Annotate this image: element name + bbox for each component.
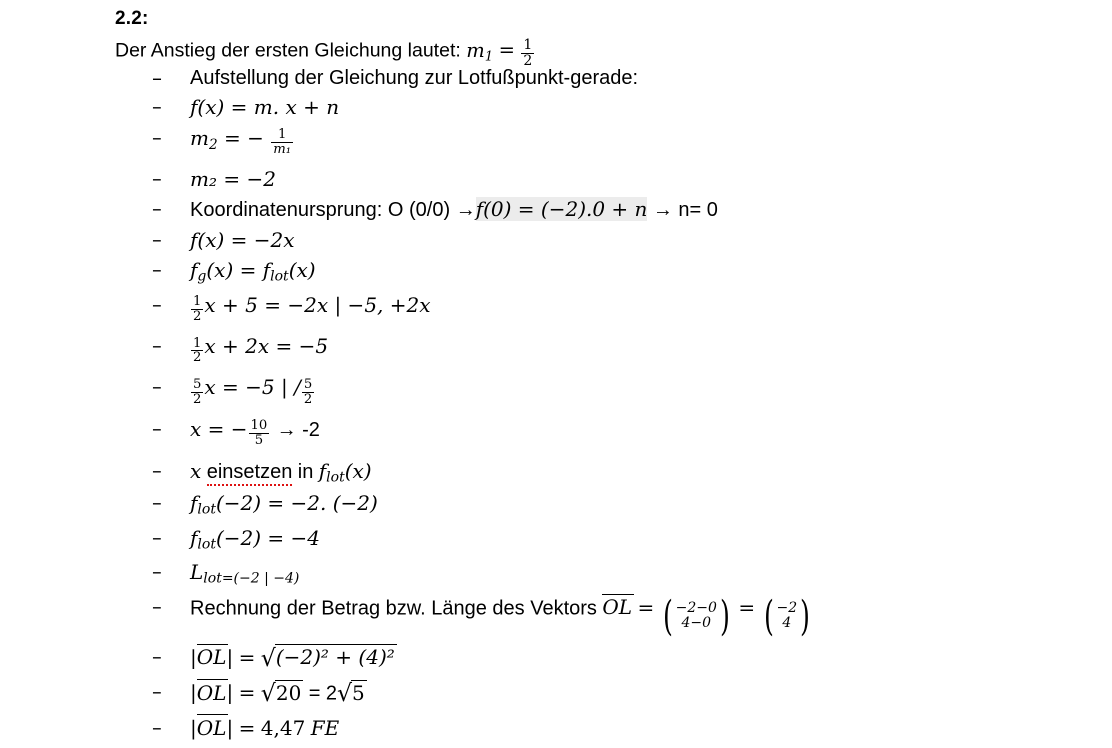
- bullet-dash: –: [152, 680, 162, 704]
- vector-OL: OL: [196, 715, 227, 740]
- m2-fraction: $\frac{1}{\text{m₁}}$: [273, 127, 292, 157]
- item-L-lot-math: Llot=(−2 | −4): [190, 560, 300, 587]
- list-item: [140, 227, 1100, 252]
- item-fg-flot-math: fg(x) = flot(x): [190, 258, 316, 285]
- steps-list: [140, 68, 1100, 748]
- item-fx-minus2x-math: f(x) = −2x: [190, 227, 295, 252]
- sqrt-20: √20: [260, 679, 302, 708]
- bullet-dash: –: [152, 560, 162, 584]
- bullet-dash: –: [152, 491, 162, 515]
- item-flot-calc-math: flot(−2) = −2. (−2): [190, 491, 378, 518]
- item-x-result-value: -2: [302, 418, 320, 441]
- item-rechnung-eq1: =: [637, 595, 655, 620]
- list-item: [140, 97, 1100, 119]
- intro-variable: $m_1$: [466, 38, 494, 65]
- bullet-dash: –: [152, 334, 162, 357]
- intro-text: Der Anstieg der ersten Gleichung lautet:: [115, 39, 461, 62]
- item-x-einsetzen-mid: in: [297, 460, 314, 483]
- intro-equals: =: [498, 38, 515, 62]
- item-x-result-math: x = − $\frac{10}{5}$: [190, 416, 268, 448]
- bullet-dash: –: [152, 594, 162, 618]
- bullet-dash: –: [152, 227, 162, 251]
- bullet-dash: –: [152, 644, 162, 668]
- item-rechnung-eq2: =: [738, 595, 756, 620]
- list-item: [140, 591, 1100, 640]
- list-item: [140, 292, 1100, 325]
- item-betrag-final-value: 4,47: [260, 715, 306, 740]
- column-vector-1: ( −2−0 4−0 ): [662, 591, 730, 640]
- bullet-dash: –: [152, 166, 162, 190]
- bullet-dash: –: [152, 458, 162, 482]
- item-betrag-final-unit: FE: [310, 715, 340, 740]
- half-fraction: $\frac{1}{2}$: [193, 335, 202, 366]
- item-betrag-sqrt-eq: =: [238, 645, 256, 670]
- list-item: [140, 715, 1100, 740]
- ten-fifth-fraction: $\frac{10}{5}$: [250, 418, 268, 448]
- item-m2-frac-math: $m_2$ = − $\frac{1}{\text{m₁}}$: [190, 125, 292, 157]
- list-item: [140, 199, 1100, 221]
- item-betrag-sqrt20-eq: =: [238, 680, 256, 705]
- list-item: [140, 525, 1100, 553]
- abs-bar-close: |: [226, 680, 234, 705]
- item-flot-result-math: flot(−2) = −4: [190, 525, 320, 553]
- list-item: [140, 562, 1100, 586]
- bullet-dash: –: [152, 197, 162, 221]
- item-fivehalf-x-math: x = −5 | /: [204, 375, 301, 400]
- item-x-result-arrow: →: [276, 418, 297, 441]
- item-koordinatenursprung-post: → n= 0: [652, 199, 718, 222]
- bullet-dash: –: [152, 416, 162, 440]
- bullet-dash: –: [152, 125, 162, 149]
- item-betrag-sqrt20-value: 2: [325, 682, 337, 705]
- list-item: [140, 377, 1100, 406]
- item-fx-mxn-math: f(x) = m. x + n: [190, 95, 340, 119]
- sqrt-5: √5: [336, 679, 365, 708]
- list-item: [140, 68, 1100, 88]
- list-item: [140, 336, 1100, 365]
- sqrt-body: 20: [275, 680, 302, 705]
- sqrt-expression: √(−2)² + (4)²: [260, 643, 395, 672]
- half-fraction: $\frac{1}{2}$: [193, 294, 202, 325]
- abs-bar-close: |: [226, 645, 234, 670]
- divide-fraction: $\frac{5}{2}$: [303, 376, 313, 407]
- bullet-dash: –: [152, 95, 162, 118]
- sqrt-body: 5: [352, 680, 365, 705]
- list-item: [140, 643, 1100, 672]
- page-heading: 2.2:: [115, 8, 149, 29]
- bullet-dash: –: [152, 66, 162, 90]
- abs-bar-open: |: [190, 715, 197, 740]
- vector-OL: OL: [602, 595, 633, 620]
- bullet-dash: –: [152, 525, 162, 549]
- item-halfx-plus5-math: x + 5 = −2x | −5, +2x: [204, 292, 431, 317]
- abs-bar-open: |: [190, 645, 197, 670]
- intro-fraction: $\frac{1}{2}$: [523, 37, 533, 69]
- sqrt-body: (−2)² + (4)²: [275, 645, 395, 670]
- item-x-einsetzen-word: einsetzen: [207, 461, 293, 486]
- list-item: [140, 125, 1100, 157]
- item-koordinatenursprung-highlight: f(0) = (−2).0 + n: [475, 197, 648, 222]
- vector-OL: OL: [196, 680, 227, 705]
- item-m2-value-math: m₂ = −2: [190, 166, 276, 191]
- list-item: [140, 458, 1100, 486]
- bullet-dash: –: [152, 715, 162, 739]
- item-x-einsetzen-func: flot(x): [318, 458, 372, 486]
- item-halfx-plus2x-math: x + 2x = −5: [204, 334, 329, 358]
- list-item: [140, 260, 1100, 284]
- item-rechnung-pre: Rechnung der Betrag bzw. Länge des Vektors: [190, 597, 597, 620]
- bullet-dash: –: [152, 258, 162, 282]
- bullet-dash: –: [152, 292, 162, 316]
- list-item: [140, 493, 1100, 517]
- list-item: [140, 166, 1100, 191]
- list-item: [140, 416, 1100, 448]
- vector-OL: OL: [196, 645, 227, 670]
- column-vector-2: ( −2 4 ): [763, 591, 811, 640]
- item-betrag-sqrt20-eq2: =: [308, 682, 321, 705]
- abs-bar-open: |: [190, 680, 197, 705]
- item-koordinatenursprung-pre: Koordinatenursprung: O (0/0) →: [190, 199, 476, 222]
- item-aufstellung-text: Aufstellung der Gleichung zur Lotfußpunkt-gerade:: [190, 67, 639, 89]
- intro-line: [115, 38, 535, 68]
- bullet-dash: –: [152, 375, 162, 399]
- list-item: [140, 679, 1100, 708]
- item-betrag-final-eq: =: [238, 715, 256, 740]
- item-x-einsetzen-var: x: [190, 458, 202, 483]
- abs-bar-close: |: [226, 715, 234, 740]
- fivehalf-fraction: $\frac{5}{2}$: [193, 376, 202, 407]
